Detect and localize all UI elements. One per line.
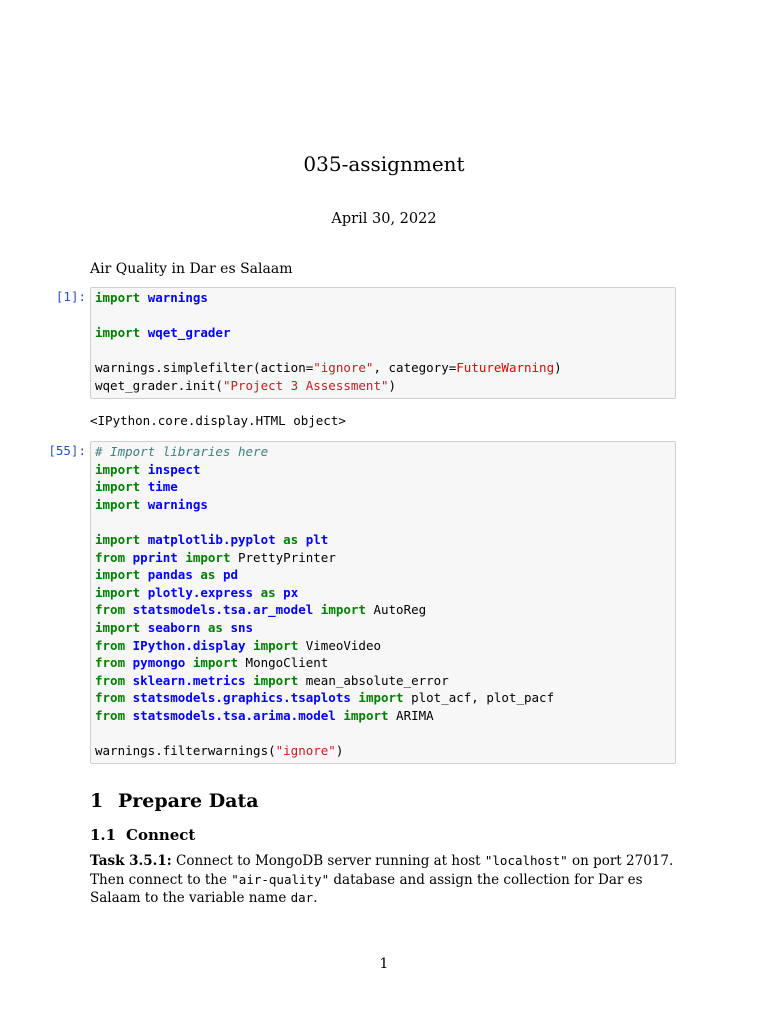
- code-line: [95, 637, 671, 655]
- code-line: [95, 461, 671, 479]
- page-number: 1: [379, 956, 389, 972]
- code-token: plotly.express: [147, 584, 254, 600]
- code-token: # Import libraries here: [95, 444, 269, 459]
- code-token: [140, 325, 148, 340]
- code-token: [298, 532, 306, 547]
- inline-code: dar: [290, 890, 314, 905]
- code-token: mean_absolute_error: [298, 672, 449, 688]
- code-line: [95, 359, 671, 377]
- code-token: ): [388, 377, 397, 393]
- inline-code: "air-quality": [231, 871, 330, 887]
- code-line: [95, 513, 671, 531]
- code-token: [140, 462, 148, 477]
- section-heading: [90, 790, 259, 812]
- code-token: from: [95, 549, 126, 565]
- code-line: [95, 742, 671, 760]
- code-token: warnings.filterwarnings(: [95, 743, 276, 759]
- code-line: [95, 566, 671, 584]
- code-line: [95, 496, 671, 514]
- code-token: pprint: [132, 549, 178, 565]
- code-token: [313, 602, 321, 617]
- code-token: statsmodels.tsa.arima.model: [132, 707, 336, 723]
- code-token: [185, 655, 193, 670]
- inline-code: "localhost": [484, 853, 568, 868]
- code-token: seaborn: [147, 619, 201, 635]
- task-text: Connect to MongoDB server running at host: [171, 853, 485, 869]
- code-line: [95, 601, 671, 619]
- code-token: matplotlib.pyplot: [147, 531, 276, 547]
- subsection-heading: [90, 826, 195, 844]
- code-token: from: [95, 602, 126, 618]
- code-token: [215, 567, 223, 582]
- code-token: warnings.simplefilter(action=: [95, 360, 314, 376]
- code-token: from: [95, 655, 126, 671]
- code-token: from: [95, 690, 126, 706]
- code-token: as: [283, 531, 299, 547]
- code-line: [95, 725, 671, 743]
- cell-prompt: [55]:: [48, 443, 86, 458]
- code-token: MongoClient: [238, 655, 329, 671]
- code-line: [95, 342, 671, 360]
- code-line: [95, 654, 671, 672]
- code-token: [140, 479, 148, 494]
- code-token: warnings: [147, 290, 208, 305]
- code-token: [125, 638, 133, 653]
- intro-text: Air Quality in Dar es Salaam: [90, 261, 293, 277]
- code-token: plot_acf, plot_pacf: [403, 690, 555, 706]
- code-token: import: [95, 584, 141, 600]
- code-cell[interactable]: [90, 287, 676, 399]
- task-paragraph: [90, 852, 680, 908]
- code-token: IPython.display: [132, 637, 246, 653]
- code-token: wqet_grader: [147, 325, 231, 341]
- code-token: import: [95, 567, 141, 583]
- code-line: [95, 478, 671, 496]
- code-token: wqet_grader.init(: [95, 377, 223, 393]
- code-line: [95, 531, 671, 549]
- code-line: [95, 619, 671, 637]
- code-line: [95, 324, 671, 342]
- code-token: ): [554, 360, 562, 376]
- section-number: 1: [90, 790, 104, 812]
- code-token: import: [192, 655, 239, 671]
- code-token: statsmodels.graphics.tsaplots: [132, 690, 351, 706]
- code-token: [246, 638, 254, 653]
- code-token: import: [185, 549, 231, 565]
- code-token: as: [200, 567, 216, 583]
- code-line: [95, 549, 671, 567]
- code-token: import: [95, 619, 141, 635]
- code-token: [200, 620, 208, 635]
- code-token: import: [343, 707, 389, 723]
- code-token: [253, 585, 261, 600]
- code-token: [125, 550, 133, 565]
- code-token: [140, 567, 148, 582]
- subsection-title: Connect: [126, 826, 196, 844]
- code-token: [140, 532, 148, 547]
- code-token: FutureWarning: [456, 360, 555, 376]
- code-line: [95, 289, 671, 307]
- code-token: [125, 673, 133, 688]
- task-text: on port 27017. Then connect to the: [90, 853, 674, 888]
- code-cell[interactable]: [90, 441, 676, 764]
- code-token: pd: [222, 567, 239, 583]
- code-token: from: [95, 637, 126, 653]
- code-token: inspect: [147, 461, 201, 477]
- code-token: sklearn.metrics: [132, 672, 246, 688]
- code-token: import: [320, 602, 366, 618]
- code-line: [95, 307, 671, 325]
- task-label: Task 3.5.1:: [90, 853, 172, 869]
- code-token: [125, 690, 133, 705]
- code-line: [95, 707, 671, 725]
- code-token: time: [147, 479, 178, 495]
- code-token: "ignore": [313, 360, 374, 376]
- code-token: warnings: [147, 496, 208, 512]
- code-token: from: [95, 672, 126, 688]
- code-token: import: [95, 479, 141, 495]
- code-token: import: [358, 690, 404, 706]
- code-token: PrettyPrinter: [230, 549, 336, 565]
- code-line: [95, 443, 671, 461]
- code-token: as: [260, 584, 276, 600]
- code-token: import: [253, 672, 299, 688]
- code-token: pandas: [147, 567, 193, 583]
- code-token: ARIMA: [388, 707, 434, 723]
- code-token: import: [95, 531, 141, 547]
- code-token: [140, 290, 148, 305]
- section-title: Prepare Data: [118, 790, 259, 812]
- cell-output: <IPython.core.display.HTML object>: [90, 413, 346, 428]
- code-token: [125, 655, 133, 670]
- code-token: statsmodels.tsa.ar_model: [132, 602, 314, 618]
- code-token: [223, 620, 231, 635]
- code-token: [140, 497, 148, 512]
- code-token: [140, 585, 148, 600]
- code-token: import: [95, 325, 141, 341]
- code-line: [95, 689, 671, 707]
- code-token: as: [207, 619, 223, 635]
- code-token: AutoReg: [365, 602, 427, 618]
- code-token: from: [95, 707, 126, 723]
- code-token: [125, 602, 133, 617]
- cell-prompt: [1]:: [55, 289, 86, 304]
- document-title: 035-assignment: [303, 152, 465, 176]
- document-date: April 30, 2022: [331, 211, 437, 227]
- task-text: database and assign the collection for Dar es Salaam to the variable name: [90, 871, 643, 906]
- subsection-number: 1.1: [90, 826, 117, 844]
- code-token: pymongo: [132, 655, 186, 671]
- code-line: [95, 672, 671, 690]
- task-text: .: [313, 890, 318, 906]
- code-token: import: [95, 496, 141, 512]
- code-token: px: [283, 584, 299, 600]
- code-line: [95, 584, 671, 602]
- code-token: import: [95, 461, 141, 477]
- code-token: [246, 673, 254, 688]
- code-token: "ignore": [275, 743, 336, 759]
- code-token: import: [95, 290, 141, 305]
- code-token: [140, 620, 148, 635]
- code-line: [95, 377, 671, 395]
- code-token: VimeoVideo: [298, 637, 382, 653]
- code-token: ): [335, 743, 344, 759]
- code-token: "Project 3 Assessment": [222, 377, 389, 393]
- code-token: sns: [230, 619, 254, 635]
- code-token: import: [253, 637, 299, 653]
- code-token: plt: [305, 531, 329, 547]
- code-token: [125, 708, 133, 723]
- code-token: , category=: [373, 360, 457, 376]
